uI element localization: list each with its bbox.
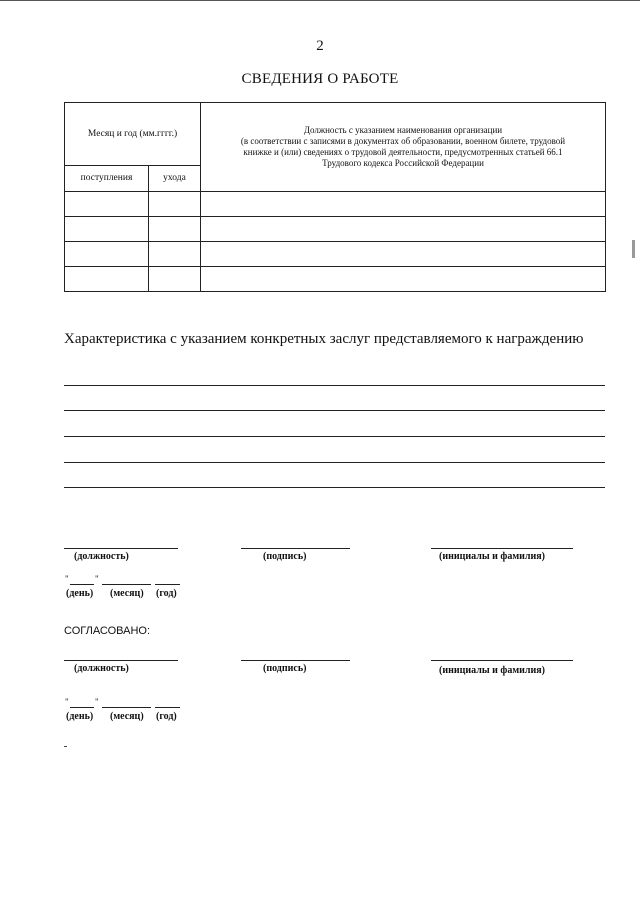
table-cell[interactable] <box>65 192 149 217</box>
section-title: СВЕДЕНИЯ О РАБОТЕ <box>241 71 399 87</box>
name-caption: (инициалы и фамилия) <box>439 665 546 676</box>
day-line[interactable] <box>70 584 94 585</box>
position-caption: (должность) <box>74 663 129 674</box>
characteristic-line[interactable] <box>64 487 605 488</box>
quote-open: " <box>65 574 69 584</box>
quote-close: " <box>95 574 99 584</box>
signature-caption: (подпись) <box>263 551 307 562</box>
agreed-label: СОГЛАСОВАНО: <box>64 625 151 637</box>
table-row <box>65 267 606 292</box>
work-history-table <box>64 102 606 292</box>
name-signature-line[interactable] <box>431 660 573 661</box>
name-caption: (инициалы и фамилия) <box>439 551 546 562</box>
table-row <box>65 242 606 267</box>
characteristic-line[interactable] <box>64 462 605 463</box>
table-header-row <box>65 103 606 166</box>
table-cell[interactable] <box>201 267 606 292</box>
position-header-line: Трудового кодекса Российской Федерации <box>322 157 484 168</box>
month-line[interactable] <box>102 707 151 708</box>
scan-edge-mark <box>632 240 635 258</box>
table-cell[interactable] <box>149 267 201 292</box>
table-cell[interactable] <box>201 192 606 217</box>
position-header-line: Должность с указанием наименования организации <box>303 125 503 136</box>
table-cell[interactable] <box>201 217 606 242</box>
year-line[interactable] <box>155 584 180 585</box>
signature-line[interactable] <box>241 548 350 549</box>
day-line[interactable] <box>70 707 94 708</box>
page-top-edge <box>0 0 640 1</box>
month-year-header: Месяц и год (мм.гггг.) <box>65 103 201 166</box>
year-caption: (год) <box>156 588 177 599</box>
year-caption: (год) <box>156 711 177 722</box>
position-header-line: (в соответствии с записями в документах об образовании, военном билете, трудовой <box>240 136 566 147</box>
characteristic-line[interactable] <box>64 410 605 411</box>
name-signature-line[interactable] <box>431 548 573 549</box>
table-cell[interactable] <box>149 242 201 267</box>
table-cell[interactable] <box>149 217 201 242</box>
admission-header: поступления <box>65 166 149 192</box>
characteristic-line[interactable] <box>64 436 605 437</box>
position-signature-line[interactable] <box>64 548 178 549</box>
table-cell[interactable] <box>65 217 149 242</box>
characteristic-heading: Характеристика с указанием конкретных заслуг представляемого к награждению <box>64 331 584 347</box>
table-cell[interactable] <box>201 242 606 267</box>
table-row <box>65 192 606 217</box>
characteristic-line[interactable] <box>64 385 605 386</box>
quote-close: " <box>95 697 99 707</box>
position-caption: (должность) <box>74 551 129 562</box>
page-number: 2 <box>316 38 324 54</box>
year-line[interactable] <box>155 707 180 708</box>
departure-header: ухода <box>149 166 201 192</box>
day-caption: (день) <box>66 711 94 722</box>
signature-line[interactable] <box>241 660 350 661</box>
signature-caption: (подпись) <box>263 663 307 674</box>
table-row <box>65 217 606 242</box>
day-caption: (день) <box>66 588 94 599</box>
position-header-line: книжке и (или) сведениях о трудовой деятельности, предусмотренных статьей 66.1 <box>243 147 563 157</box>
table-cell[interactable] <box>149 192 201 217</box>
month-caption: (месяц) <box>110 588 144 599</box>
quote-open: " <box>65 697 69 707</box>
month-caption: (месяц) <box>110 711 144 722</box>
stray-mark <box>64 746 67 747</box>
position-signature-line[interactable] <box>64 660 178 661</box>
month-line[interactable] <box>102 584 151 585</box>
table-cell[interactable] <box>65 242 149 267</box>
position-header <box>201 103 606 192</box>
table-cell[interactable] <box>65 267 149 292</box>
